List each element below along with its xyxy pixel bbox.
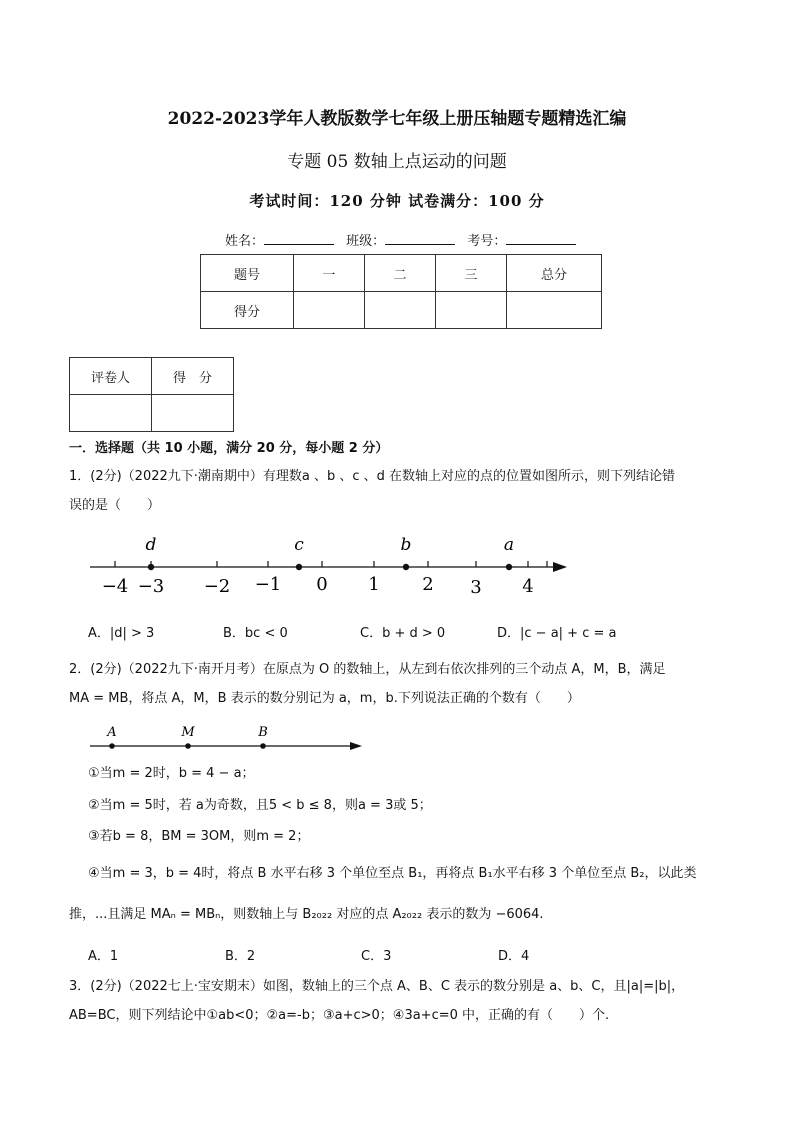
q3-line2: AB=BC，则下列结论中①ab<0；②a=-b；③a+c>0；④3a+c=0 中，正确的有（ ）个. [69,1008,610,1023]
tick-label: −1 [254,574,282,595]
q1-option-c[interactable]: C．b + d > 0 [360,626,446,641]
score-header-cell: 一 [294,255,365,292]
score-cell[interactable] [294,292,365,329]
tick-label: 0 [316,574,328,595]
point-dot [506,564,512,570]
q2-line1: 2．(2分)（2022九下·南开月考）在原点为 O 的数轴上，从左到右依次排列的三个动点 A，M，B，满足 [69,662,666,677]
q2-numberline [85,720,370,756]
q2-options [88,945,708,965]
tick-label: 1 [368,574,380,595]
q1-options [88,622,708,642]
tick-label: 3 [470,577,482,598]
point-label: c [294,535,304,555]
point-dot [148,564,154,570]
score-table [200,254,602,329]
point-label: A [107,725,117,740]
exam-info: 考试时间：120 分钟 试卷满分：100 分 [249,192,545,210]
score-header-cell: 题号 [201,255,294,292]
q2-line2: MA = MB，将点 A，M，B 表示的数分别记为 a，m，b.下列说法正确的个数有（ ） [69,691,580,706]
score-header-cell: 二 [365,255,436,292]
q1-option-d[interactable]: D．|c − a| + c = a [497,626,617,641]
score-header-row [201,255,602,292]
point-label: b [400,535,412,555]
point-label: M [181,725,195,740]
q2-option-c[interactable]: C．3 [361,949,392,964]
grader-table [69,357,234,432]
point-label: a [503,535,515,555]
grader-score-label: 得 分 [152,358,234,395]
tick-label: −3 [137,576,165,597]
class-field[interactable] [385,232,455,245]
score-cell[interactable] [365,292,436,329]
q2-option-b[interactable]: B．2 [225,949,256,964]
score-row [201,292,602,329]
name-field[interactable] [264,232,334,245]
q1-text [69,462,729,520]
point-dot [296,564,302,570]
q1-numberline [85,530,575,600]
point-dot [260,743,266,749]
point-label: d [145,535,157,555]
tick-label: −4 [101,576,129,597]
point-dot [185,743,191,749]
axis-arrow-icon [553,562,567,572]
q2-statement-4: ④当m = 3，b = 4时，将点 B 水平右移 3 个单位至点 B₁，再将点 B₁水平右移 3 个单位至点 B₂，以此类 [88,866,697,881]
grader-cell[interactable] [70,395,152,432]
q2-option-a[interactable]: A．1 [88,949,119,964]
document-title: 2022-2023学年人教版数学七年级上册压轴题专题精选汇编 [167,109,627,129]
score-header-cell: 总分 [507,255,602,292]
q1-option-a[interactable]: A．|d| > 3 [88,626,155,641]
score-row-label: 得分 [201,292,294,329]
number-label: 考号： [467,234,507,249]
tick-label: 2 [422,574,434,595]
tick-label: −2 [203,576,231,597]
grader-label: 评卷人 [70,358,152,395]
score-cell[interactable] [436,292,507,329]
score-cell[interactable] [507,292,602,329]
axis-arrow-icon [350,742,362,750]
q1-line2: 误的是（ ） [69,498,161,513]
point-dot [109,743,115,749]
q3-line1: 3．(2分)（2022七上·宝安期末）如图，数轴上的三个点 A、B、C 表示的数分别是 a、b、C，且|a|=|b|， [69,979,685,994]
q2-statement-3: ③若b = 8，BM = 3OM，则m = 2； [88,829,310,844]
document-subtitle: 专题 05 数轴上点运动的问题 [287,152,507,172]
score-header-cell: 三 [436,255,507,292]
q2-statement-5: 推，...且满足 MAₙ = MBₙ，则数轴上与 B₂₀₂₂ 对应的点 A₂₀₂₂ 表示的数为 −6064. [69,907,544,922]
tick-label: 4 [522,576,534,597]
q1-option-b[interactable]: B．bc < 0 [223,626,288,641]
q1-line1: 1．(2分)（2022九下·潮南期中）有理数a 、b 、c 、d 在数轴上对应的点的位置如图所示，则下列结论错 [69,469,676,484]
q2-statement-1: ①当m = 2时，b = 4 − a； [88,766,255,781]
q2-text [69,655,729,713]
point-label: B [258,725,268,740]
grader-score-cell[interactable] [152,395,234,432]
name-label: 姓名： [225,234,265,249]
section-title: 一．选择题（共 10 小题，满分 20 分，每小题 2 分） [69,441,389,456]
number-field[interactable] [506,232,576,245]
student-info [225,230,584,249]
q2-statement-2: ②当m = 5时，若 a为奇数，且5 < b ≤ 8，则a = 3或 5； [88,798,432,813]
q3-text [69,972,729,1030]
class-label: 班级： [346,234,386,249]
q2-option-d[interactable]: D．4 [498,949,530,964]
point-dot [403,564,409,570]
